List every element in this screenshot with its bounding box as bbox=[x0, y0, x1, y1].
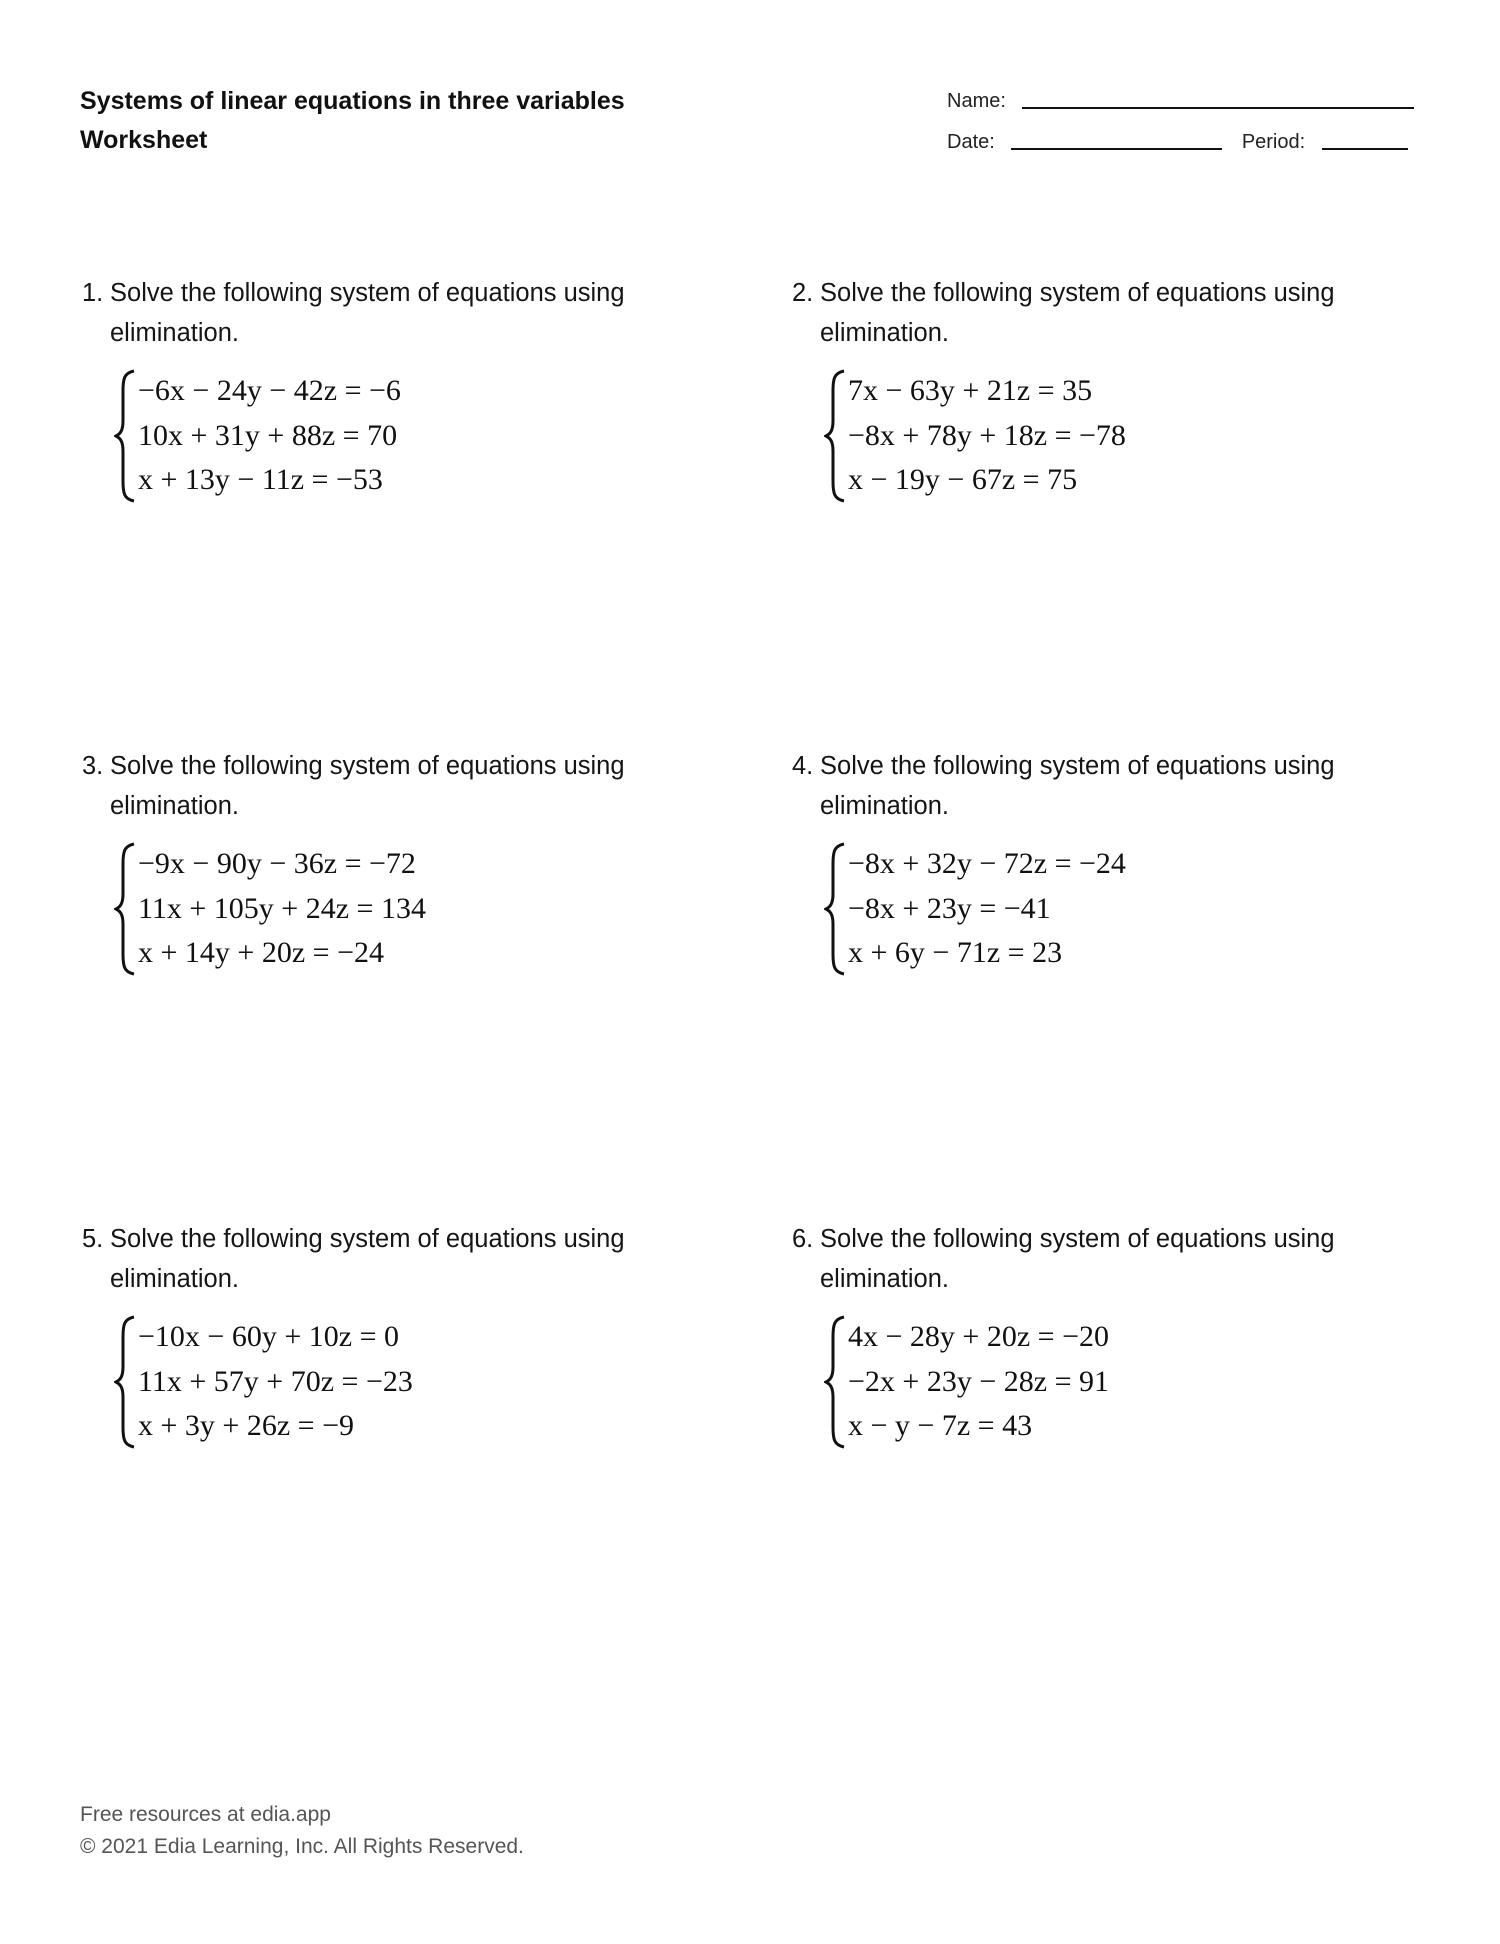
problem-2 bbox=[792, 273, 1432, 505]
equation-system bbox=[824, 842, 1432, 978]
problem-number: 1. bbox=[82, 279, 104, 307]
problem-number: 6. bbox=[792, 1225, 814, 1253]
left-brace-icon bbox=[114, 842, 138, 976]
equation-system bbox=[114, 369, 722, 505]
date-period-fields bbox=[947, 130, 1408, 154]
equation-3: x + 14y + 20z = −24 bbox=[138, 936, 384, 969]
left-brace-icon bbox=[114, 369, 138, 503]
equation-1: −10x − 60y + 10z = 0 bbox=[138, 1320, 399, 1353]
equation-1: −9x − 90y − 36z = −72 bbox=[138, 847, 416, 880]
equation-2: 10x + 31y + 88z = 70 bbox=[138, 418, 398, 452]
equation-3: x − 19y − 67z = 75 bbox=[848, 463, 1078, 496]
left-brace-icon bbox=[824, 369, 848, 503]
worksheet-title bbox=[80, 82, 625, 160]
equation-3: x + 6y − 71z = 23 bbox=[848, 936, 1063, 969]
problem-prompt bbox=[82, 1219, 722, 1299]
title-line-1: Systems of linear equations in three variables bbox=[80, 87, 625, 115]
equation-1: −6x − 24y − 42z = −6 bbox=[138, 374, 401, 407]
period-label: Period: bbox=[1241, 131, 1306, 153]
left-brace-icon bbox=[114, 1315, 138, 1449]
equation-system bbox=[114, 1315, 722, 1451]
problem-prompt bbox=[82, 746, 722, 826]
equation-2: −8x + 23y = −41 bbox=[848, 891, 1051, 925]
problem-number: 5. bbox=[82, 1225, 104, 1253]
footer-copyright: © 2021 Edia Learning, Inc. All Rights Reserved. bbox=[80, 1835, 524, 1858]
date-label: Date: bbox=[947, 131, 995, 153]
equation-system bbox=[824, 1315, 1432, 1451]
problem-text: Solve the following system of equations using elimination. bbox=[110, 1225, 625, 1293]
equation-3: x − y − 7z = 43 bbox=[848, 1409, 1033, 1442]
footer-resources-link[interactable]: Free resources at edia.app bbox=[80, 1803, 331, 1826]
problem-4 bbox=[792, 746, 1432, 978]
problem-1 bbox=[82, 273, 722, 505]
equation-1: 7x − 63y + 21z = 35 bbox=[848, 374, 1093, 407]
equation-1: 4x − 28y + 20z = −20 bbox=[848, 1320, 1109, 1353]
equation-3: x + 3y + 26z = −9 bbox=[138, 1409, 354, 1442]
problem-number: 4. bbox=[792, 752, 814, 780]
equation-2: 11x + 105y + 24z = 134 bbox=[138, 891, 426, 925]
problem-text: Solve the following system of equations using elimination. bbox=[820, 752, 1335, 820]
problem-prompt bbox=[792, 1219, 1432, 1299]
equation-2: −8x + 78y + 18z = −78 bbox=[848, 418, 1126, 452]
equation-system bbox=[824, 369, 1432, 505]
footer bbox=[80, 1799, 524, 1863]
problem-3 bbox=[82, 746, 722, 978]
problem-number: 2. bbox=[792, 279, 814, 307]
equation-2: 11x + 57y + 70z = −23 bbox=[138, 1364, 413, 1398]
problem-text: Solve the following system of equations using elimination. bbox=[110, 752, 625, 820]
problem-6 bbox=[792, 1219, 1432, 1451]
period-blank-line[interactable] bbox=[1322, 148, 1408, 150]
name-blank-line[interactable] bbox=[1022, 107, 1414, 109]
equation-2: −2x + 23y − 28z = 91 bbox=[848, 1364, 1109, 1398]
problem-5 bbox=[82, 1219, 722, 1451]
problem-text: Solve the following system of equations using elimination. bbox=[820, 279, 1335, 347]
name-field bbox=[947, 89, 1414, 113]
name-label: Name: bbox=[947, 90, 1006, 112]
date-blank-line[interactable] bbox=[1011, 148, 1222, 150]
problem-prompt bbox=[82, 273, 722, 353]
equation-3: x + 13y − 11z = −53 bbox=[138, 463, 383, 496]
equation-system bbox=[114, 842, 722, 978]
problem-number: 3. bbox=[82, 752, 104, 780]
problem-prompt bbox=[792, 273, 1432, 353]
left-brace-icon bbox=[824, 842, 848, 976]
problem-text: Solve the following system of equations using elimination. bbox=[110, 279, 625, 347]
left-brace-icon bbox=[824, 1315, 848, 1449]
equation-1: −8x + 32y − 72z = −24 bbox=[848, 847, 1126, 880]
title-line-2: Worksheet bbox=[80, 126, 208, 154]
problem-prompt bbox=[792, 746, 1432, 826]
problem-text: Solve the following system of equations using elimination. bbox=[820, 1225, 1335, 1293]
